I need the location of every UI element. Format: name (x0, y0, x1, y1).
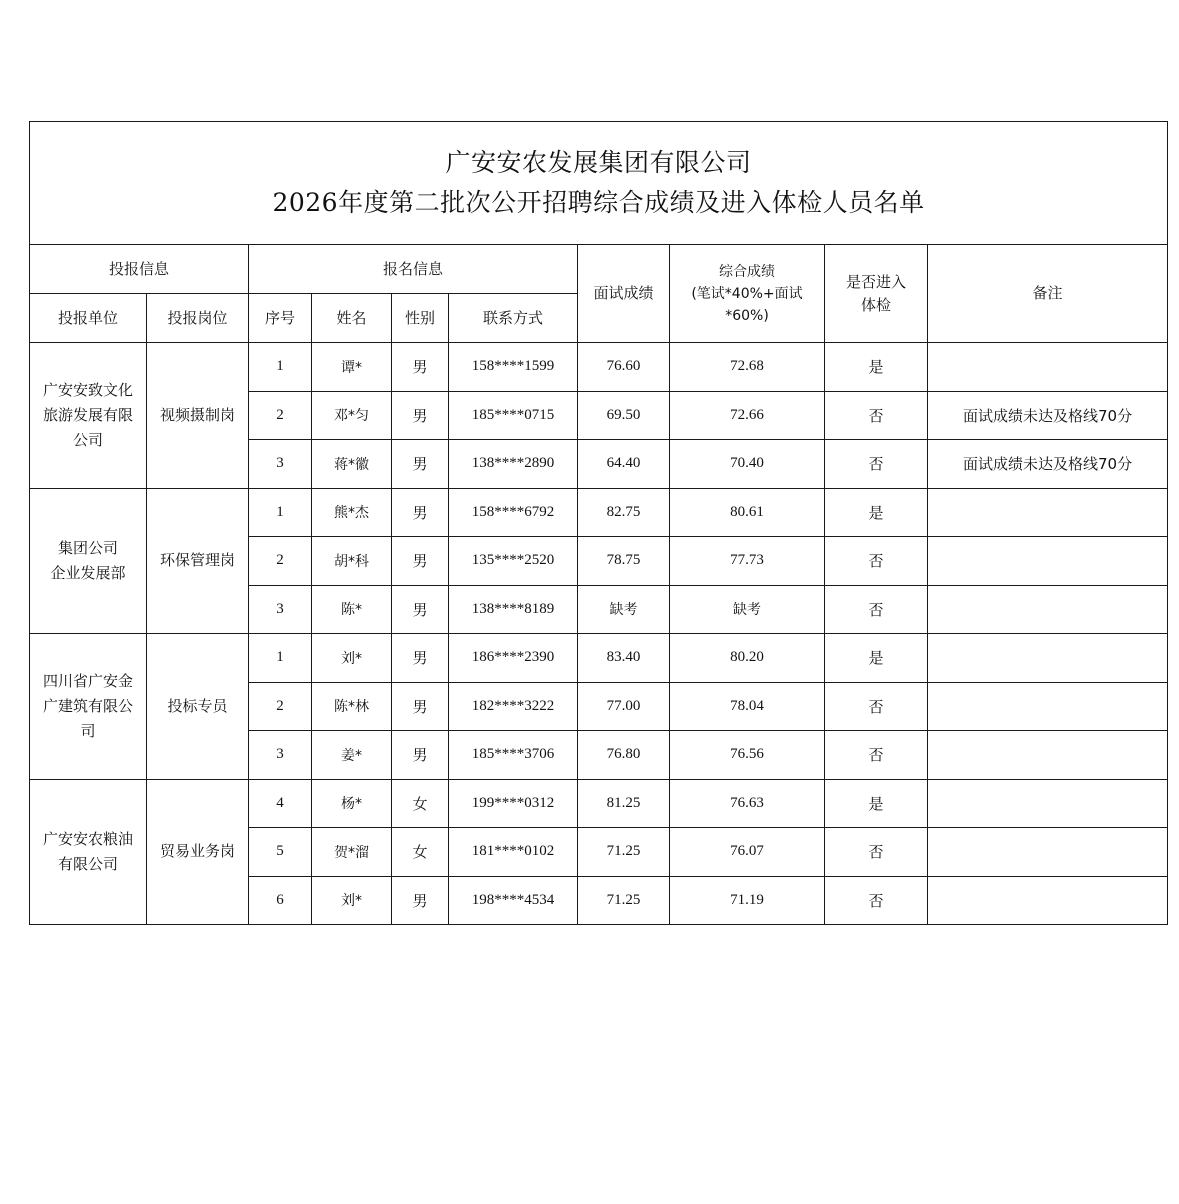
composite-score-cell: 80.20 (670, 634, 825, 683)
name-cell: 刘* (312, 876, 392, 925)
name-cell: 熊*杰 (312, 488, 392, 537)
unit-line: 企业发展部 (50, 563, 126, 582)
seq-cell: 5 (249, 828, 312, 877)
remark-cell (928, 682, 1168, 731)
document-title (30, 122, 1168, 245)
unit-line: 旅游发展有限 (42, 405, 133, 424)
composite-score-cell: 80.61 (670, 488, 825, 537)
composite-score-cell: 72.66 (670, 391, 825, 440)
gender-cell: 男 (392, 876, 449, 925)
seq-cell: 3 (249, 731, 312, 780)
post-cell: 投标专员 (147, 634, 249, 780)
header-unit: 投报单位 (30, 294, 147, 343)
table-row (30, 488, 1168, 537)
name-cell: 胡*科 (312, 537, 392, 586)
remark-cell (928, 488, 1168, 537)
gender-cell: 男 (392, 440, 449, 489)
gender-cell: 女 (392, 779, 449, 828)
header-remark: 备注 (928, 245, 1168, 343)
unit-cell (30, 343, 147, 489)
seq-cell: 3 (249, 440, 312, 489)
gender-cell: 男 (392, 391, 449, 440)
composite-score-cell: 78.04 (670, 682, 825, 731)
interview-score-cell: 69.50 (578, 391, 670, 440)
seq-cell: 2 (249, 682, 312, 731)
physical-exam-cell: 否 (825, 440, 928, 489)
header-physical-exam (825, 245, 928, 343)
name-cell: 姜* (312, 731, 392, 780)
header-seq: 序号 (249, 294, 312, 343)
interview-score-cell: 76.60 (578, 343, 670, 392)
seq-cell: 2 (249, 391, 312, 440)
unit-line: 广安安致文化 (42, 380, 133, 399)
contact-cell: 138****2890 (449, 440, 578, 489)
contact-cell: 199****0312 (449, 779, 578, 828)
name-cell: 邓*匀 (312, 391, 392, 440)
results-table (29, 121, 1168, 925)
unit-line: 公司 (72, 430, 103, 449)
unit-line: 广安安农粮油 (42, 829, 133, 848)
gender-cell: 男 (392, 537, 449, 586)
header-contact: 联系方式 (449, 294, 578, 343)
remark-cell (928, 537, 1168, 586)
table-row (30, 343, 1168, 392)
composite-score-cell: 76.07 (670, 828, 825, 877)
seq-cell: 6 (249, 876, 312, 925)
title-line-1: 广安安农发展集团有限公司 (445, 148, 752, 177)
interview-score-cell: 64.40 (578, 440, 670, 489)
header-post: 投报岗位 (147, 294, 249, 343)
header-exam-line-2: 体检 (860, 295, 891, 314)
interview-score-cell: 82.75 (578, 488, 670, 537)
composite-score-cell: 71.19 (670, 876, 825, 925)
unit-line: 有限公司 (57, 854, 118, 873)
name-cell: 杨* (312, 779, 392, 828)
contact-cell: 198****4534 (449, 876, 578, 925)
interview-score-cell: 71.25 (578, 828, 670, 877)
contact-cell: 185****3706 (449, 731, 578, 780)
name-cell: 陈* (312, 585, 392, 634)
gender-cell: 女 (392, 828, 449, 877)
header-gender: 性别 (392, 294, 449, 343)
unit-cell (30, 634, 147, 780)
composite-score-cell: 72.68 (670, 343, 825, 392)
name-cell: 陈*林 (312, 682, 392, 731)
remark-cell (928, 779, 1168, 828)
physical-exam-cell: 否 (825, 876, 928, 925)
post-cell: 环保管理岗 (147, 488, 249, 634)
header-composite-score (670, 245, 825, 343)
physical-exam-cell: 否 (825, 828, 928, 877)
post-cell: 视频摄制岗 (147, 343, 249, 489)
interview-score-cell: 83.40 (578, 634, 670, 683)
interview-score-cell: 71.25 (578, 876, 670, 925)
seq-cell: 2 (249, 537, 312, 586)
gender-cell: 男 (392, 634, 449, 683)
interview-score-cell: 77.00 (578, 682, 670, 731)
header-composite-line-1: 综合成绩 (719, 263, 775, 280)
physical-exam-cell: 是 (825, 343, 928, 392)
remark-cell (928, 634, 1168, 683)
seq-cell: 1 (249, 634, 312, 683)
interview-score-cell: 缺考 (578, 585, 670, 634)
physical-exam-cell: 是 (825, 488, 928, 537)
unit-line: 四川省广安金 (42, 671, 133, 690)
gender-cell: 男 (392, 682, 449, 731)
name-cell: 贺*溜 (312, 828, 392, 877)
contact-cell: 182****3222 (449, 682, 578, 731)
remark-cell: 面试成绩未达及格线70分 (928, 440, 1168, 489)
seq-cell: 3 (249, 585, 312, 634)
composite-score-cell: 70.40 (670, 440, 825, 489)
contact-cell: 181****0102 (449, 828, 578, 877)
header-composite-line-2: (笔试*40%+面试 (691, 285, 803, 302)
remark-cell (928, 585, 1168, 634)
interview-score-cell: 81.25 (578, 779, 670, 828)
header-interview-score: 面试成绩 (578, 245, 670, 343)
unit-line: 广建筑有限公 (42, 696, 133, 715)
contact-cell: 186****2390 (449, 634, 578, 683)
unit-cell (30, 779, 147, 925)
physical-exam-cell: 否 (825, 537, 928, 586)
header-apply-info: 投报信息 (30, 245, 249, 294)
remark-cell (928, 731, 1168, 780)
unit-cell (30, 488, 147, 634)
remark-cell (928, 343, 1168, 392)
table-row (30, 779, 1168, 828)
unit-line: 司 (80, 721, 96, 740)
contact-cell: 158****6792 (449, 488, 578, 537)
gender-cell: 男 (392, 585, 449, 634)
physical-exam-cell: 否 (825, 585, 928, 634)
contact-cell: 158****1599 (449, 343, 578, 392)
contact-cell: 185****0715 (449, 391, 578, 440)
physical-exam-cell: 否 (825, 391, 928, 440)
contact-cell: 135****2520 (449, 537, 578, 586)
gender-cell: 男 (392, 488, 449, 537)
seq-cell: 1 (249, 343, 312, 392)
composite-score-cell: 76.56 (670, 731, 825, 780)
header-composite-line-3: *60%) (725, 307, 769, 324)
seq-cell: 4 (249, 779, 312, 828)
title-line-2: 2026年度第二批次公开招聘综合成绩及进入体检人员名单 (272, 188, 925, 217)
name-cell: 刘* (312, 634, 392, 683)
physical-exam-cell: 是 (825, 634, 928, 683)
name-cell: 谭* (312, 343, 392, 392)
physical-exam-cell: 否 (825, 682, 928, 731)
physical-exam-cell: 是 (825, 779, 928, 828)
interview-score-cell: 78.75 (578, 537, 670, 586)
header-register-info: 报名信息 (249, 245, 578, 294)
unit-line: 集团公司 (57, 538, 118, 557)
gender-cell: 男 (392, 731, 449, 780)
remark-cell (928, 828, 1168, 877)
header-name: 姓名 (312, 294, 392, 343)
remark-cell (928, 876, 1168, 925)
name-cell: 蒋*徽 (312, 440, 392, 489)
composite-score-cell: 76.63 (670, 779, 825, 828)
physical-exam-cell: 否 (825, 731, 928, 780)
composite-score-cell: 77.73 (670, 537, 825, 586)
interview-score-cell: 76.80 (578, 731, 670, 780)
composite-score-cell: 缺考 (670, 585, 825, 634)
gender-cell: 男 (392, 343, 449, 392)
table-row (30, 634, 1168, 683)
remark-cell: 面试成绩未达及格线70分 (928, 391, 1168, 440)
contact-cell: 138****8189 (449, 585, 578, 634)
post-cell: 贸易业务岗 (147, 779, 249, 925)
header-exam-line-1: 是否进入 (845, 272, 906, 291)
seq-cell: 1 (249, 488, 312, 537)
